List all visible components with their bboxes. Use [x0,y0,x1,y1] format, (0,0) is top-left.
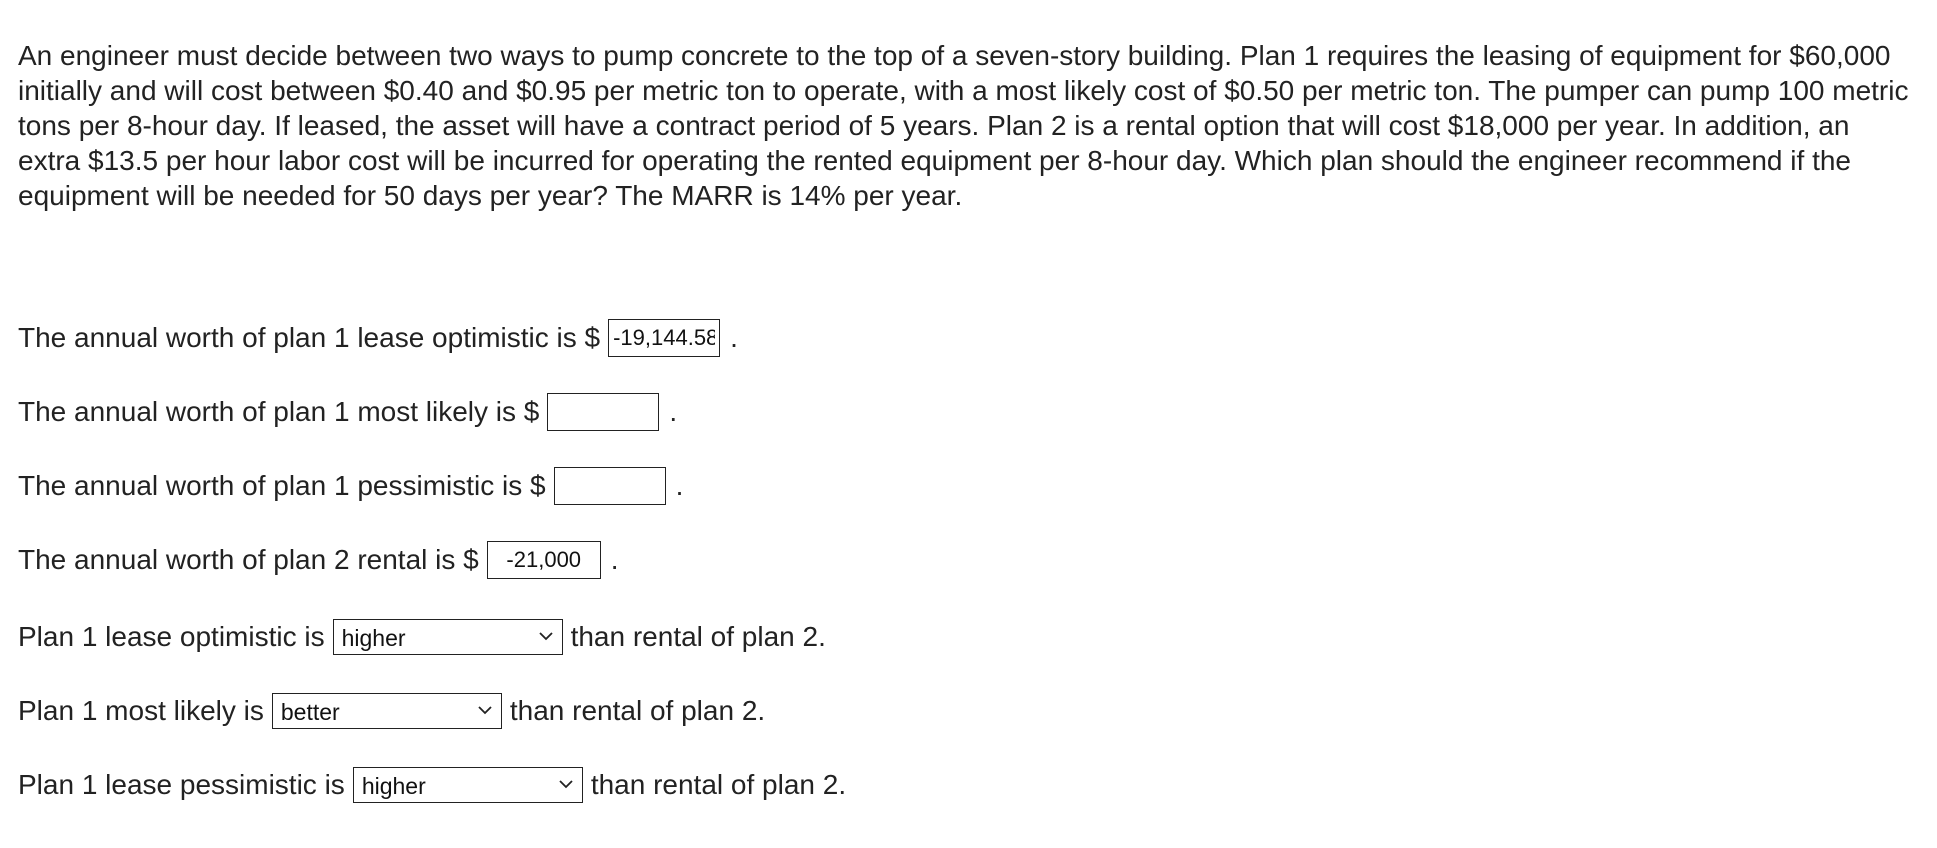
period: . [610,544,619,575]
question-aw-plan1-pessimistic [18,466,683,506]
aw-plan1-most-likely-input[interactable] [547,393,659,431]
aw-plan1-optimistic-input[interactable] [608,319,720,357]
question-label: The annual worth of plan 1 pessimistic is $ [18,470,546,501]
question-aw-plan2-rental [18,540,619,580]
aw-plan2-rental-input[interactable] [487,541,601,579]
question-compare-pessimistic [18,765,846,805]
period: . [730,322,738,353]
period: . [669,396,678,427]
chevron-down-icon [558,776,574,792]
question-suffix: than rental of plan 2. [590,769,847,800]
question-aw-plan1-optimistic [18,318,738,358]
compare-pessimistic-select[interactable] [353,767,583,803]
chevron-down-icon [538,628,554,644]
question-label: The annual worth of plan 2 rental is $ [18,544,479,575]
question-compare-most-likely [18,691,765,731]
problem-statement: An engineer must decide between two ways to pump concrete to the top of a seven-story building. Plan 1 requires the leasing of equipment for $60,000 initially and will cost between $0.40 and $0.95 per metric ton to operate, with a most likely cost of $0.50 per metric ton. The pumper can pump 100 metric tons per 8-hour day. If leased, the asset will have a contract period of 5 years. Plan 2 is a rental option that will cost $18,000 per year. In addition, an extra $13.5 per hour labor cost will be incurred for operating the rented equipment per 8-hour day. Which plan should the engineer recommend if the equipment will be needed for 50 days per year? The MARR is 14% per year. [18,40,1909,211]
select-value: higher [361,773,426,799]
select-value: better [280,699,340,725]
compare-optimistic-select[interactable] [333,619,563,655]
select-value: higher [341,625,406,651]
question-label: The annual worth of plan 1 most likely is $ [18,396,540,427]
question-compare-optimistic [18,617,826,657]
compare-most-likely-select[interactable] [272,693,502,729]
aw-plan1-pessimistic-input[interactable] [554,467,666,505]
question-suffix: than rental of plan 2. [509,695,766,726]
question-aw-plan1-most-likely [18,392,677,432]
chevron-down-icon [477,702,493,718]
question-suffix: than rental of plan 2. [570,621,826,652]
question-label: Plan 1 lease optimistic is [18,621,325,652]
question-label: Plan 1 lease pessimistic is [18,769,345,800]
question-label: Plan 1 most likely is [18,695,264,726]
period: . [675,470,684,501]
question-label: The annual worth of plan 1 lease optimistic is $ [18,322,601,353]
